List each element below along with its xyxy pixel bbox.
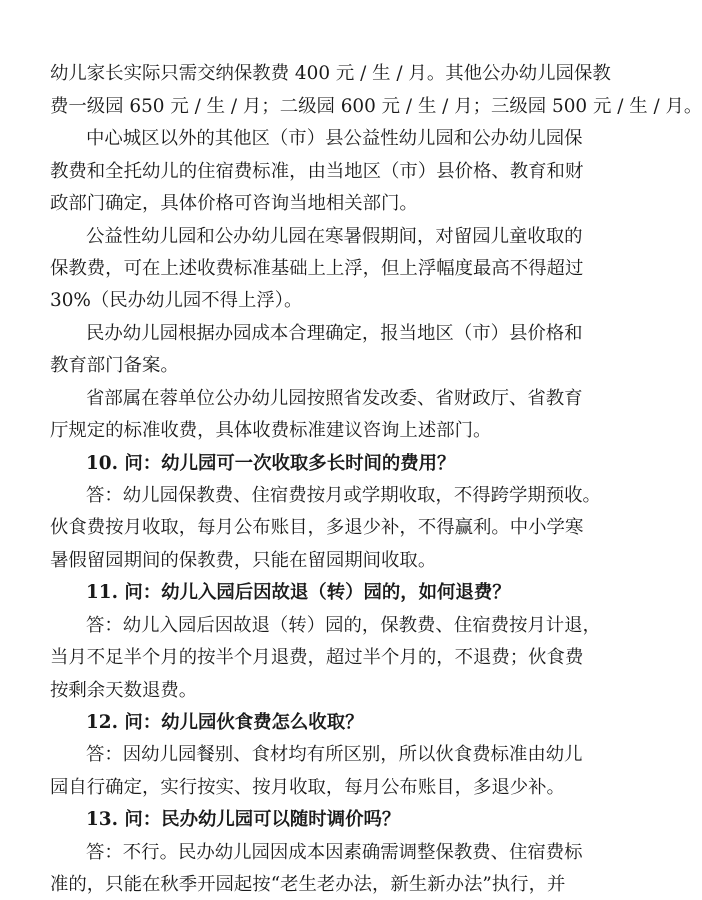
text-line: 当月不足半个月的按半个月退费，超过半个月的，不退费；伙食费 — [50, 647, 584, 668]
text-line: 园自行确定，实行按实、按月收取，每月公布账目，多退少补。 — [50, 777, 565, 798]
text-line: 公益性幼儿园和公办幼儿园在寒暑假期间，对留园儿童收取的 — [86, 226, 583, 247]
text-line: 30%（民办幼儿园不得上浮）。 — [50, 290, 303, 311]
text-line: 答：因幼儿园餐别、食材均有所区别，所以伙食费标准由幼儿 — [86, 744, 583, 765]
text-line: 保教费，可在上述收费标准基础上上浮，但上浮幅度最高不得超过 — [50, 258, 584, 279]
text-line: 暑假留园期间的保教费，只能在留园期间收取。 — [50, 550, 437, 571]
text-line: 民办幼儿园根据办园成本合理确定，报当地区（市）县价格和 — [86, 323, 583, 344]
question-heading: 12. 问：幼儿园伙食费怎么收取？ — [86, 712, 364, 733]
text-line: 费一级园 650 元 / 生 / 月；二级园 600 元 / 生 / 月；三级园 500 元 / 生 / 月。 — [50, 96, 702, 117]
text-line: 答：幼儿园保教费、住宿费按月或学期收取，不得跨学期预收。 — [86, 485, 601, 506]
text-line: 准的，只能在秋季开园起按“老生老办法，新生新办法”执行，并 — [50, 874, 566, 895]
text-line: 教育部门备案。 — [50, 355, 179, 376]
text-line: 厅规定的标准收费，具体收费标准建议咨询上述部门。 — [50, 420, 492, 441]
text-line: 省部属在蓉单位公办幼儿园按照省发改委、省财政厅、省教育 — [86, 388, 583, 409]
text-line: 教费和全托幼儿的住宿费标准，由当地区（市）县价格、教育和财 — [50, 161, 584, 182]
text-line: 答：不行。民办幼儿园因成本因素确需调整保教费、住宿费标 — [86, 842, 583, 863]
question-heading: 13. 问：民办幼儿园可以随时调价吗？ — [86, 809, 401, 830]
text-line: 幼儿家长实际只需交纳保教费 400 元 / 生 / 月。其他公办幼儿园保教 — [50, 63, 611, 84]
question-heading: 10. 问：幼儿园可一次收取多长时间的费用？ — [86, 453, 456, 474]
text-line: 政部门确定，具体价格可咨询当地相关部门。 — [50, 193, 418, 214]
text-line: 中心城区以外的其他区（市）县公益性幼儿园和公办幼儿园保 — [86, 128, 583, 149]
text-line: 伙食费按月收取，每月公布账目，多退少补，不得赢利。中小学寒 — [50, 517, 584, 538]
text-line: 答：幼儿入园后因故退（转）园的，保教费、住宿费按月计退， — [86, 615, 601, 636]
question-heading: 11. 问：幼儿入园后因故退（转）园的，如何退费？ — [86, 582, 511, 603]
text-line: 按剩余天数退费。 — [50, 680, 198, 701]
